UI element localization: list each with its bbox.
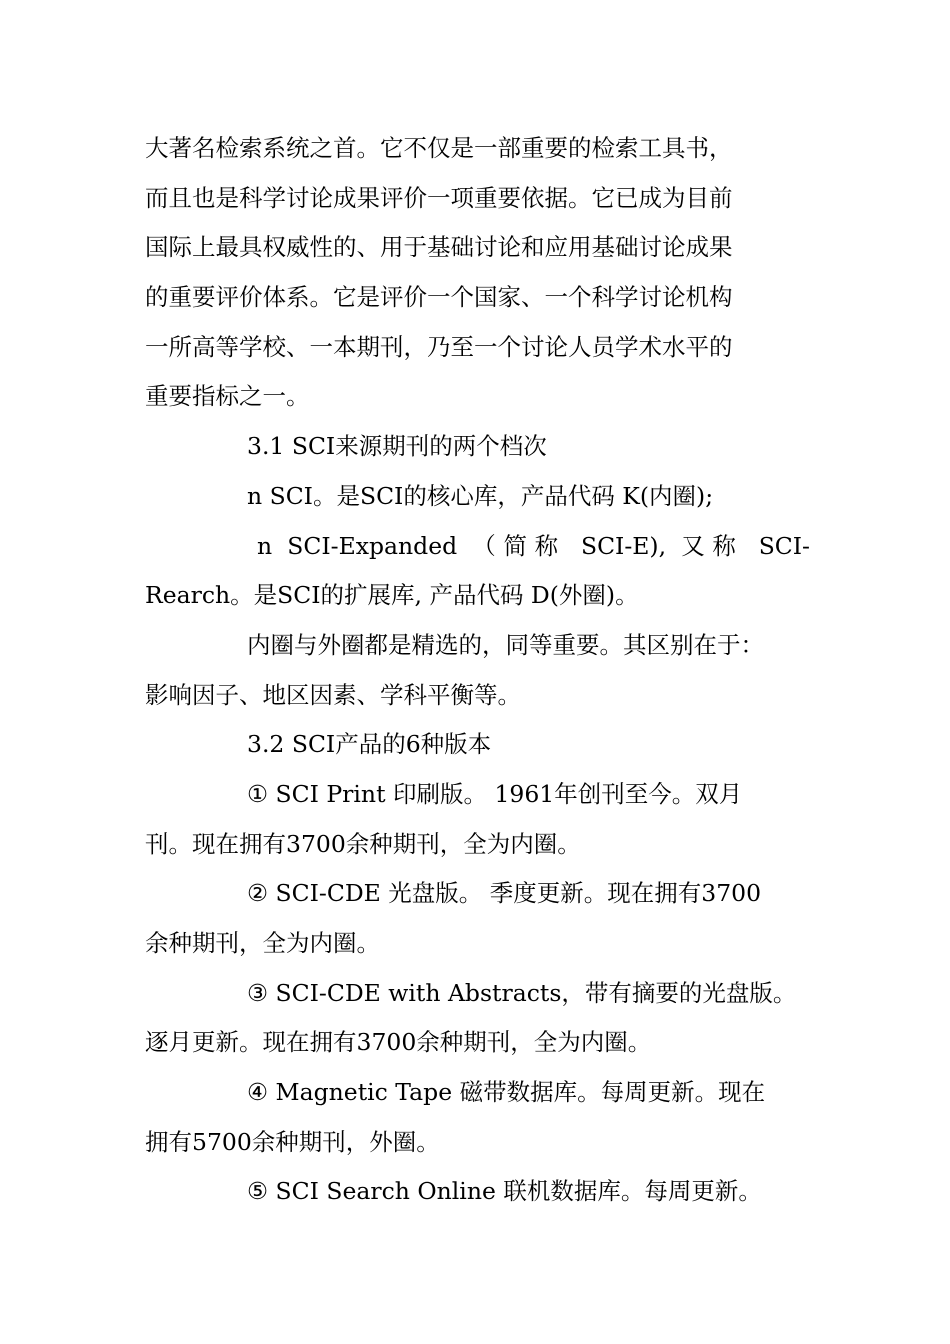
list-item-1: ① SCI Print 印刷版。 1961年创刊至今。双月	[247, 779, 743, 808]
body-line: 大著名检索系统之首。它不仅是一部重要的检索工具书，	[145, 134, 733, 162]
document-body	[145, 124, 810, 1217]
body-line: 一所高等学校、一本期刊，乃至一个讨论人员学术水平的	[145, 332, 733, 361]
list-item-5: ⑤ SCI Search Online 联机数据库。每周更新。	[247, 1177, 762, 1206]
body-line: 内圈与外圈都是精选的，同等重要。其区别在于：	[247, 630, 764, 659]
body-line: 重要指标之一。	[145, 382, 310, 411]
body-line: 的重要评价体系。它是评价一个国家、一个科学讨论机构	[145, 283, 733, 312]
body-line: Rearch。是SCI的扩展库, 产品代码 D(外圈)。	[145, 581, 639, 610]
body-line: 余种期刊，全为内圈。	[145, 929, 380, 957]
body-line: 国际上最具权威性的、用于基础讨论和应用基础讨论成果	[145, 233, 733, 262]
body-line: 影响因子、地区因素、学科平衡等。	[145, 680, 521, 709]
section-heading-3-1: 3.1 SCI来源期刊的两个档次	[247, 432, 547, 461]
list-item-2: ② SCI-CDE 光盘版。 季度更新。现在拥有3700	[247, 879, 762, 908]
body-line: n SCI。是SCI的核心库，产品代码 K(内圈);	[247, 481, 714, 510]
body-line: n SCI-Expanded （简称 SCI-E), 又称 SCI-	[257, 531, 810, 560]
list-item-3: ③ SCI-CDE with Abstracts，带有摘要的光盘版。	[247, 978, 797, 1007]
body-line: 刊。现在拥有3700余种期刊，全为内圈。	[145, 829, 581, 858]
body-line: 而且也是科学讨论成果评价一项重要依据。它已成为目前	[145, 183, 733, 212]
list-item-4: ④ Magnetic Tape 磁带数据库。每周更新。现在	[247, 1078, 766, 1107]
body-line: 拥有5700余种期刊，外圈。	[145, 1127, 440, 1156]
body-line: 逐月更新。现在拥有3700余种期刊，全为内圈。	[145, 1028, 652, 1057]
section-heading-3-2: 3.2 SCI产品的6种版本	[247, 730, 492, 759]
